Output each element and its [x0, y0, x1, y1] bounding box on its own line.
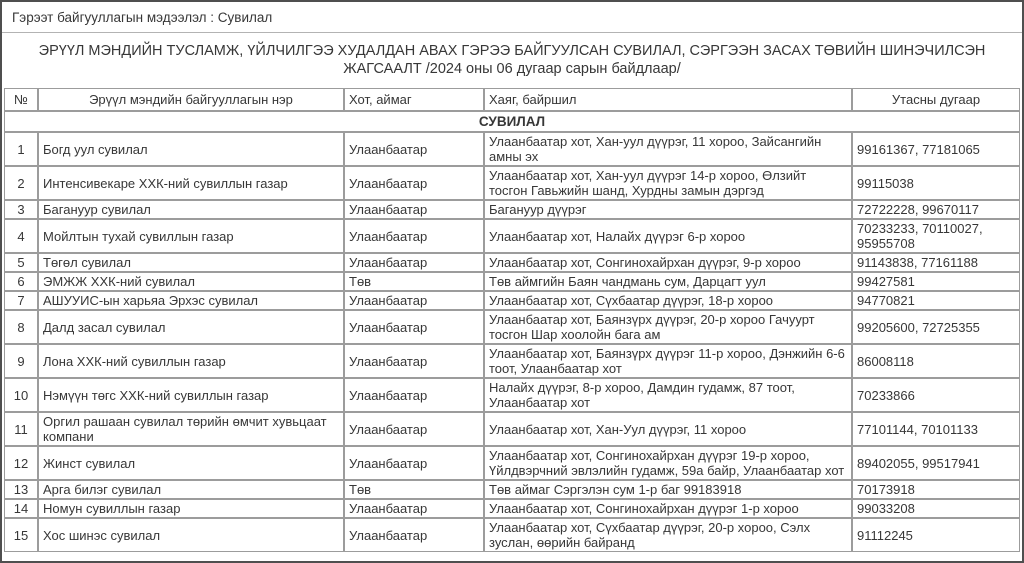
- org-address: Улаанбаатар хот, Сонгинохайрхан дүүрэг, 9-р хороо: [484, 253, 852, 272]
- org-address: Төв аймаг Сэргэлэн сум 1-р баг 99183918: [484, 480, 852, 499]
- org-city: Төв: [344, 480, 484, 499]
- org-city: Улаанбаатар: [344, 412, 484, 446]
- org-address: Улаанбаатар хот, Сонгинохайрхан дүүрэг 1-р хороо: [484, 499, 852, 518]
- row-number: 13: [4, 480, 38, 499]
- org-address: Багануур дүүрэг: [484, 200, 852, 219]
- org-address: Налайх дүүрэг, 8-р хороо, Дамдин гудамж, 87 тоот, Улаанбаатар хот: [484, 378, 852, 412]
- column-header-number: №: [4, 88, 38, 111]
- org-phone: 99205600, 72725355: [852, 310, 1020, 344]
- org-name: Арга билэг сувилал: [38, 480, 344, 499]
- org-name: Жинст сувилал: [38, 446, 344, 480]
- org-name: Интенсивекаре ХХК-ний сувиллын газар: [38, 166, 344, 200]
- org-phone: 89402055, 99517941: [852, 446, 1020, 480]
- table-row: [4, 499, 1020, 518]
- org-phone: 99033208: [852, 499, 1020, 518]
- table-row: [4, 310, 1020, 344]
- org-name: Богд уул сувилал: [38, 132, 344, 166]
- table-row: [4, 253, 1020, 272]
- table-row: [4, 291, 1020, 310]
- org-city: Улаанбаатар: [344, 253, 484, 272]
- table-row: [4, 200, 1020, 219]
- row-number: 7: [4, 291, 38, 310]
- org-city: Төв: [344, 272, 484, 291]
- row-number: 2: [4, 166, 38, 200]
- org-phone: 91143838, 77161188: [852, 253, 1020, 272]
- org-city: Улаанбаатар: [344, 291, 484, 310]
- org-phone: 70173918: [852, 480, 1020, 499]
- org-name: Оргил рашаан сувилал төрийн өмчит хувьцаат компани: [38, 412, 344, 446]
- organizations-table: [4, 88, 1020, 552]
- document-title: ЭРҮҮЛ МЭНДИЙН ТУСЛАМЖ, ҮЙЛЧИЛГЭЭ ХУДАЛДАН АВАХ ГЭРЭЭ БАЙГУУЛСАН СУВИЛАЛ, СЭРГЭЭН ЗАСАХ ТӨВИЙН ШИНЭЧИЛСЭН ЖАГСААЛТ /2024 оны 06 дугаар сарын байдлаар/: [38, 43, 986, 77]
- row-number: 8: [4, 310, 38, 344]
- org-city: Улаанбаатар: [344, 344, 484, 378]
- org-city: Улаанбаатар: [344, 219, 484, 253]
- org-name: Хос шинэс сувилал: [38, 518, 344, 552]
- table-row: [4, 378, 1020, 412]
- org-city: Улаанбаатар: [344, 310, 484, 344]
- org-name: ЭМЖЖ ХХК-ний сувилал: [38, 272, 344, 291]
- org-address: Улаанбаатар хот, Сүхбаатар дүүрэг, 20-р хороо, Сэлх зуслан, өөрийн байранд: [484, 518, 852, 552]
- org-name: Далд засал сувилал: [38, 310, 344, 344]
- org-phone: 72722228, 99670117: [852, 200, 1020, 219]
- row-number: 6: [4, 272, 38, 291]
- org-name: Мойлтын тухай сувиллын газар: [38, 219, 344, 253]
- org-phone: 94770821: [852, 291, 1020, 310]
- org-address: Улаанбаатар хот, Баянзүрх дүүрэг 11-р хороо, Дэнжийн 6-6 тоот, Улаанбаатар хот: [484, 344, 852, 378]
- org-name: Номун сувиллын газар: [38, 499, 344, 518]
- row-number: 9: [4, 344, 38, 378]
- table-header-row: [4, 88, 1020, 111]
- table-row: [4, 480, 1020, 499]
- org-phone: 70233866: [852, 378, 1020, 412]
- table-row: [4, 132, 1020, 166]
- row-number: 1: [4, 132, 38, 166]
- table-row: [4, 518, 1020, 552]
- org-name: Төгөл сувилал: [38, 253, 344, 272]
- org-address: Улаанбаатар хот, Баянзүрх дүүрэг, 20-р хороо Гачуурт тосгон Шар хоолойн бага ам: [484, 310, 852, 344]
- org-name: Лона ХХК-ний сувиллын газар: [38, 344, 344, 378]
- org-phone: 91112245: [852, 518, 1020, 552]
- table-row: [4, 446, 1020, 480]
- org-address: Улаанбаатар хот, Хан-уул дүүрэг, 11 хороо, Зайсангийн амны эх: [484, 132, 852, 166]
- org-address: Улаанбаатар хот, Хан-Уул дүүрэг, 11 хороо: [484, 412, 852, 446]
- org-name: АШУУИС-ын харьяа Эрхэс сувилал: [38, 291, 344, 310]
- org-address: Улаанбаатар хот, Сүхбаатар дүүрэг, 18-р хороо: [484, 291, 852, 310]
- column-header-city: Хот, аймаг: [344, 88, 484, 111]
- org-city: Улаанбаатар: [344, 446, 484, 480]
- org-city: Улаанбаатар: [344, 132, 484, 166]
- org-phone: 77101144, 70101133: [852, 412, 1020, 446]
- row-number: 14: [4, 499, 38, 518]
- org-address: Улаанбаатар хот, Сонгинохайрхан дүүрэг 19-р хороо, Үйлдвэрчний эвлэлийн гудамж, 59а байр, Улаанбаатар хот: [484, 446, 852, 480]
- row-number: 15: [4, 518, 38, 552]
- row-number: 11: [4, 412, 38, 446]
- org-phone: 70233233, 70110027, 95955708: [852, 219, 1020, 253]
- org-phone: 99161367, 77181065: [852, 132, 1020, 166]
- org-city: Улаанбаатар: [344, 378, 484, 412]
- table-row: [4, 344, 1020, 378]
- column-header-address: Хаяг, байршил: [484, 88, 852, 111]
- org-city: Улаанбаатар: [344, 499, 484, 518]
- org-address: Улаанбаатар хот, Хан-уул дүүрэг 14-р хороо, Өлзийт тосгон Гавьжийн шанд, Хурдны замын дэргэд: [484, 166, 852, 200]
- table-row: [4, 219, 1020, 253]
- org-address: Улаанбаатар хот, Налайх дүүрэг 6-р хороо: [484, 219, 852, 253]
- org-phone: 99427581: [852, 272, 1020, 291]
- org-name: Нэмүүн төгс ХХК-ний сувиллын газар: [38, 378, 344, 412]
- section-header: СУВИЛАЛ: [4, 111, 1020, 132]
- table-body: [4, 111, 1020, 552]
- row-number: 4: [4, 219, 38, 253]
- org-city: Улаанбаатар: [344, 518, 484, 552]
- row-number: 3: [4, 200, 38, 219]
- page-header-label: Гэрээт байгууллагын мэдээлэл : Сувилал: [2, 2, 1022, 33]
- org-city: Улаанбаатар: [344, 166, 484, 200]
- org-phone: 86008118: [852, 344, 1020, 378]
- table-row: [4, 166, 1020, 200]
- row-number: 5: [4, 253, 38, 272]
- section-header-row: [4, 111, 1020, 132]
- column-header-phone: Утасны дугаар: [852, 88, 1020, 111]
- org-name: Багануур сувилал: [38, 200, 344, 219]
- row-number: 10: [4, 378, 38, 412]
- org-city: Улаанбаатар: [344, 200, 484, 219]
- org-phone: 99115038: [852, 166, 1020, 200]
- column-header-name: Эрүүл мэндийн байгууллагын нэр: [38, 88, 344, 111]
- table-row: [4, 412, 1020, 446]
- row-number: 12: [4, 446, 38, 480]
- org-address: Төв аймгийн Баян чандмань сум, Дарцагт уул: [484, 272, 852, 291]
- table-row: [4, 272, 1020, 291]
